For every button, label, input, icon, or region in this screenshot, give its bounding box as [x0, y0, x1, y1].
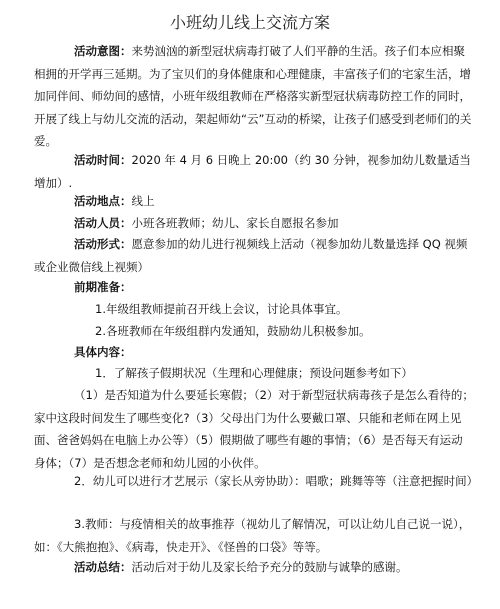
prep-item-2: 2.各班教师在年级组群内发通知，鼓励幼儿积极参加。 — [95, 324, 371, 338]
summary-text: 活动后对于幼儿及家长给予充分的鼓励与诚挚的感谢。 — [131, 560, 408, 574]
place-paragraph — [34, 190, 474, 213]
time-text: 2020 年 4 月 6 日晚上 20:00（约 30 分钟，视参加幼儿数量适当增加）. — [34, 153, 471, 190]
content-item-3: 3.教师：与疫情相关的故事推荐（视幼儿了解情况，可以让幼儿自己说一说），如：《大熊抱抱》、《病毒，快走开》、《怪兽的口袋》等等。 — [34, 517, 471, 554]
form-text: 愿意参加的幼儿进行视频线上活动（视参加幼儿数量选择 QQ 视频或企业微信线上视频） — [34, 237, 468, 274]
document-title: 小班幼儿线上交流方案 — [169, 13, 330, 32]
purpose-text: 来势汹汹的新型冠状病毒打破了人们平静的生活。孩子们本应相聚相拥的开学再三延期。为了宝贝们的身体健康和心理健康，丰富孩子们的宅家生活，增加同伴间、师幼间的感情，小班年级组教师在严格落实新型冠状病毒防控工作的同时，开展了线上与幼儿交流的活动，架起师幼“云”互动的桥梁，让孩子们感受到老师们的关爱。 — [34, 44, 472, 148]
purpose-label: 活动意图： — [74, 44, 132, 58]
content-questions: （1）是否知道为什么要延长寒假；（2）对于新型冠状病毒孩子是怎么看待的；家中这段时间发生了哪些变化?（3）父母出门为什么要戴口罩、只能和老师在网上见面、爸爸妈妈在电脑上办公等）（5）假期做了哪些有趣的事情；（6）是否每天有运动身体；（7）是否想念老师和幼儿园的小伙伴。 — [34, 388, 474, 470]
content-item-2: 2．幼儿可以进行才艺展示（家长从旁协助）：唱歌；跳舞等等（注意把握时间） — [74, 474, 479, 488]
content-heading — [34, 341, 474, 364]
summary-label: 活动总结： — [74, 560, 132, 574]
form-label: 活动形式： — [74, 237, 132, 251]
purpose-paragraph — [34, 40, 474, 153]
time-label: 活动时间： — [74, 153, 132, 167]
content-label: 具体内容： — [74, 345, 132, 359]
people-label: 活动人员： — [74, 216, 132, 230]
content-item-1: 1．了解孩子假期状况（生理和心理健康；预设问题参考如下） — [95, 366, 413, 380]
time-paragraph — [34, 149, 474, 194]
prep-label: 前期准备： — [74, 280, 132, 294]
summary-paragraph — [34, 556, 474, 579]
place-text: 线上 — [131, 194, 155, 208]
place-label: 活动地点： — [74, 194, 132, 208]
form-paragraph — [34, 233, 474, 278]
prep-item-1: 1.年级组教师提前召开线上会议，讨论具体事宜。 — [95, 302, 348, 316]
people-text: 小班各班教师；幼儿、家长自愿报名参加 — [131, 216, 339, 230]
people-paragraph — [34, 212, 474, 235]
prep-heading — [34, 276, 474, 299]
